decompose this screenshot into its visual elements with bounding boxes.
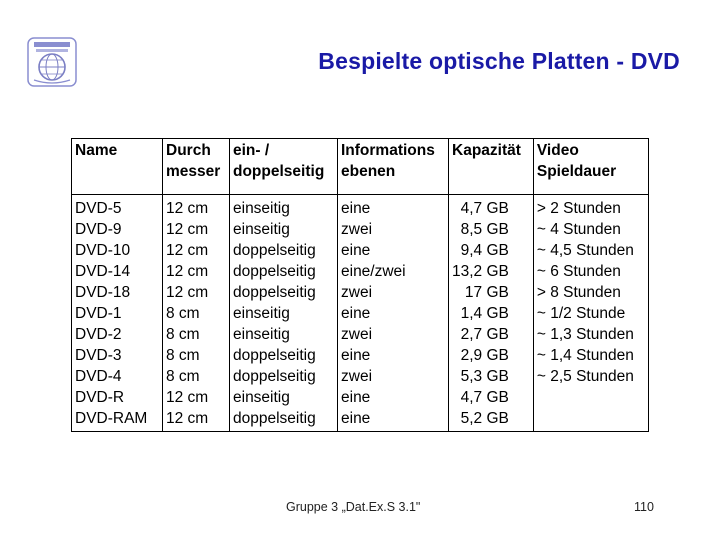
header-video-spieldauer-line1: Video bbox=[536, 142, 579, 159]
university-seal-icon bbox=[26, 36, 78, 88]
header-row bbox=[72, 139, 649, 195]
cell-kapazitaet: 13,2 GB bbox=[449, 261, 534, 282]
cell-kapazitaet: 5,3 GB bbox=[449, 366, 534, 387]
cell-kapazitaet: 2,9 GB bbox=[449, 345, 534, 366]
cell-durchmesser: 8 cm bbox=[163, 366, 230, 387]
cell-ebenen: eine bbox=[338, 240, 449, 261]
table-body bbox=[72, 195, 649, 432]
cell-seiten: doppelseitig bbox=[230, 261, 338, 282]
cell-name: DVD-1 bbox=[72, 303, 163, 324]
header-kapazitaet-line2 bbox=[452, 161, 530, 182]
cell-name: DVD-14 bbox=[72, 261, 163, 282]
header-seiten-line1: ein- / bbox=[233, 142, 270, 159]
cell-durchmesser: 8 cm bbox=[163, 303, 230, 324]
cell-durchmesser: 12 cm bbox=[163, 261, 230, 282]
table-row bbox=[72, 195, 649, 220]
table-row bbox=[72, 240, 649, 261]
cell-seiten: doppelseitig bbox=[230, 240, 338, 261]
cell-durchmesser: 12 cm bbox=[163, 387, 230, 408]
cell-name: DVD-10 bbox=[72, 240, 163, 261]
cell-name: DVD-R bbox=[72, 387, 163, 408]
cell-name: DVD-18 bbox=[72, 282, 163, 303]
table-row bbox=[72, 261, 649, 282]
cell-spieldauer bbox=[533, 408, 648, 432]
header-name bbox=[72, 139, 163, 195]
table-row bbox=[72, 345, 649, 366]
cell-seiten: einseitig bbox=[230, 303, 338, 324]
cell-spieldauer: ~ 2,5 Stunden bbox=[533, 366, 648, 387]
page-title: Bespielte optische Platten - DVD bbox=[318, 48, 680, 74]
header-durchmesser bbox=[163, 139, 230, 195]
header-video-spieldauer-line2: Spieldauer bbox=[536, 163, 617, 180]
cell-ebenen: eine bbox=[338, 387, 449, 408]
cell-ebenen: eine/zwei bbox=[338, 261, 449, 282]
cell-spieldauer bbox=[533, 387, 648, 408]
table-row bbox=[72, 219, 649, 240]
cell-seiten: doppelseitig bbox=[230, 345, 338, 366]
cell-durchmesser: 12 cm bbox=[163, 195, 230, 220]
table-row bbox=[72, 324, 649, 345]
header-informationsebenen-line2: ebenen bbox=[341, 163, 396, 180]
table-row bbox=[72, 282, 649, 303]
cell-ebenen: zwei bbox=[338, 219, 449, 240]
cell-seiten: doppelseitig bbox=[230, 366, 338, 387]
cell-ebenen: eine bbox=[338, 303, 449, 324]
cell-name: DVD-9 bbox=[72, 219, 163, 240]
university-logo bbox=[26, 36, 78, 88]
cell-spieldauer: ~ 1/2 Stunde bbox=[533, 303, 648, 324]
header-informationsebenen-line1: Informations bbox=[341, 142, 435, 159]
table-row bbox=[72, 408, 649, 432]
cell-name: DVD-2 bbox=[72, 324, 163, 345]
cell-seiten: einseitig bbox=[230, 219, 338, 240]
cell-ebenen: eine bbox=[338, 345, 449, 366]
cell-spieldauer: > 2 Stunden bbox=[533, 195, 648, 220]
page-number: 110 bbox=[634, 500, 654, 514]
cell-ebenen: eine bbox=[338, 195, 449, 220]
cell-seiten: einseitig bbox=[230, 387, 338, 408]
table-row bbox=[72, 366, 649, 387]
cell-name: DVD-RAM bbox=[72, 408, 163, 432]
cell-kapazitaet: 4,7 GB bbox=[449, 195, 534, 220]
header-durchmesser-line2: messer bbox=[166, 163, 221, 180]
header-name-line1: Name bbox=[75, 142, 118, 159]
cell-durchmesser: 12 cm bbox=[163, 240, 230, 261]
cell-ebenen: zwei bbox=[338, 282, 449, 303]
cell-kapazitaet: 1,4 GB bbox=[449, 303, 534, 324]
header-video-spieldauer bbox=[533, 139, 648, 195]
cell-seiten: einseitig bbox=[230, 324, 338, 345]
cell-ebenen: zwei bbox=[338, 324, 449, 345]
cell-durchmesser: 12 cm bbox=[163, 408, 230, 432]
cell-kapazitaet: 9,4 GB bbox=[449, 240, 534, 261]
cell-name: DVD-4 bbox=[72, 366, 163, 387]
footer-group-label: Gruppe 3 „Dat.Ex.S 3.1" bbox=[286, 500, 421, 514]
cell-spieldauer: > 8 Stunden bbox=[533, 282, 648, 303]
cell-kapazitaet: 17 GB bbox=[449, 282, 534, 303]
cell-durchmesser: 8 cm bbox=[163, 324, 230, 345]
cell-seiten: doppelseitig bbox=[230, 282, 338, 303]
cell-ebenen: eine bbox=[338, 408, 449, 432]
cell-spieldauer: ~ 6 Stunden bbox=[533, 261, 648, 282]
cell-durchmesser: 12 cm bbox=[163, 282, 230, 303]
table-row bbox=[72, 303, 649, 324]
cell-name: DVD-5 bbox=[72, 195, 163, 220]
header-kapazitaet bbox=[449, 139, 534, 195]
cell-spieldauer: ~ 4 Stunden bbox=[533, 219, 648, 240]
header-seiten bbox=[230, 139, 338, 195]
cell-ebenen: zwei bbox=[338, 366, 449, 387]
header-durchmesser-line1: Durch bbox=[166, 142, 211, 159]
header-name-line2 bbox=[75, 161, 159, 182]
cell-kapazitaet: 2,7 GB bbox=[449, 324, 534, 345]
cell-kapazitaet: 5,2 GB bbox=[449, 408, 534, 432]
header-kapazitaet-line1: Kapazität bbox=[452, 142, 521, 159]
dvd-table bbox=[71, 138, 649, 432]
cell-seiten: doppelseitig bbox=[230, 408, 338, 432]
cell-kapazitaet: 4,7 GB bbox=[449, 387, 534, 408]
cell-spieldauer: ~ 4,5 Stunden bbox=[533, 240, 648, 261]
cell-name: DVD-3 bbox=[72, 345, 163, 366]
cell-durchmesser: 8 cm bbox=[163, 345, 230, 366]
cell-seiten: einseitig bbox=[230, 195, 338, 220]
header-seiten-line2: doppelseitig bbox=[233, 163, 325, 180]
header-informationsebenen bbox=[338, 139, 449, 195]
cell-spieldauer: ~ 1,3 Stunden bbox=[533, 324, 648, 345]
cell-kapazitaet: 8,5 GB bbox=[449, 219, 534, 240]
table-header bbox=[72, 139, 649, 195]
cell-spieldauer: ~ 1,4 Stunden bbox=[533, 345, 648, 366]
table-row bbox=[72, 387, 649, 408]
cell-durchmesser: 12 cm bbox=[163, 219, 230, 240]
